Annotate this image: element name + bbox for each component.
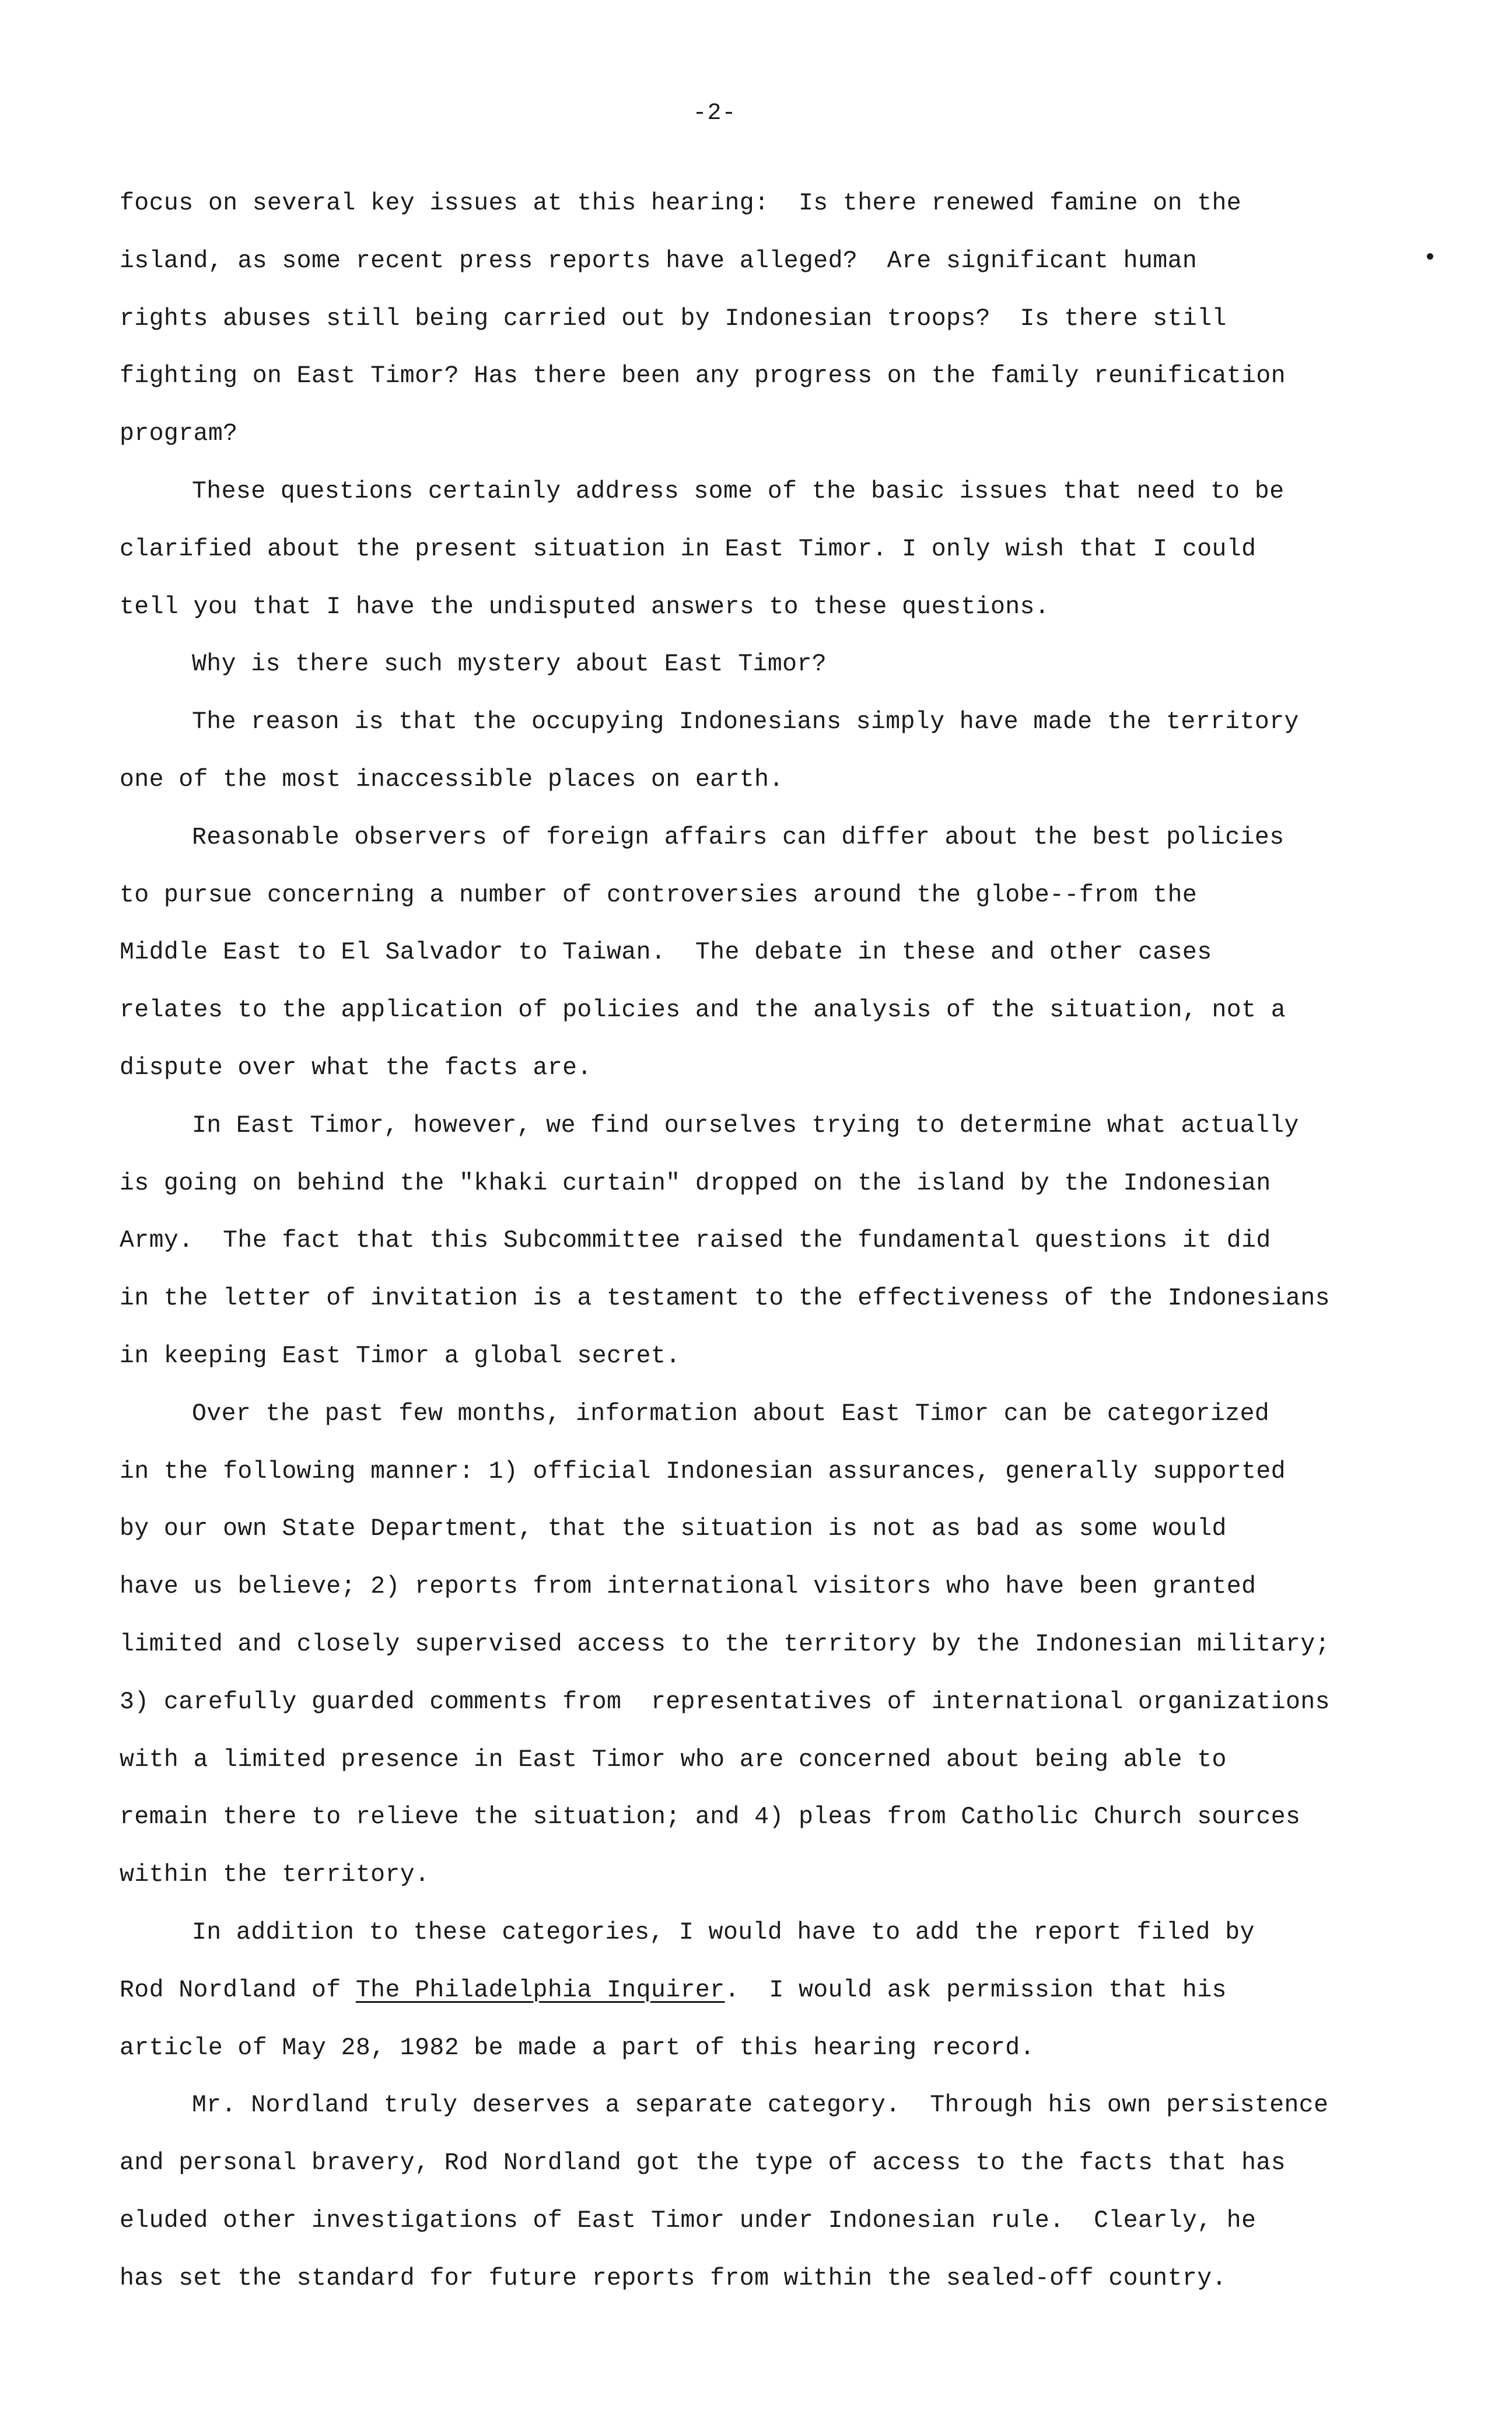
text-line: rights abuses still being carried out by Indonesian troops? Is there still: [120, 305, 1227, 333]
text-line: tell you that I have the undisputed answers to these questions.: [120, 593, 1050, 621]
text-line: Army. The fact that this Subcommittee raised the fundamental questions it did: [120, 1227, 1271, 1255]
text-line: relates to the application of policies and the analysis of the situation, not a: [120, 996, 1286, 1024]
text-line: dispute over what the facts are.: [120, 1054, 592, 1082]
text-line: eluded other investigations of East Timor under Indonesian rule. Clearly, he: [120, 2206, 1256, 2234]
text-line: island, as some recent press reports have alleged? Are significant human: [120, 247, 1198, 275]
body-text: [120, 175, 1461, 2307]
text-line: Reasonable observers of foreign affairs can differ about the best policies: [192, 823, 1284, 851]
text-block-before: [120, 175, 1461, 1962]
text-line: within the territory.: [120, 1861, 430, 1889]
text-line: focus on several key issues at this hearing: Is there renewed famine on the: [120, 190, 1242, 217]
text-line: in the letter of invitation is a testament to the effectiveness of the Indonesians: [120, 1285, 1330, 1313]
text-line: The reason is that the occupying Indonesians simply have made the territory: [192, 708, 1299, 736]
text-line: Over the past few months, information about East Timor can be categorized: [192, 1400, 1270, 1428]
text-line: in keeping East Timor a global secret.: [120, 1342, 681, 1370]
text-line: In addition to these categories, I would have to add the report filed by: [192, 1918, 1255, 1946]
text-line-inquirer: [120, 1962, 1461, 2020]
text-line: program?: [120, 420, 238, 448]
text-line: limited and closely supervised access to the territory by the Indonesian military;: [120, 1630, 1330, 1658]
text-line: one of the most inaccessible places on earth.: [120, 765, 784, 793]
text-line: article of May 28, 1982 be made a part of this hearing record.: [120, 2034, 1035, 2062]
text-line: fighting on East Timor? Has there been any progress on the family reunification: [120, 362, 1286, 390]
inquirer-line-after: . I would ask permission that his: [724, 1976, 1227, 2004]
text-line: with a limited presence in East Timor who are concerned about being able to: [120, 1746, 1227, 1774]
text-line: These questions certainly address some of the basic issues that need to be: [192, 477, 1284, 505]
text-line: Middle East to El Salvador to Taiwan. The debate in these and other cases: [120, 939, 1212, 967]
text-line: Why is there such mystery about East Timor?: [192, 651, 827, 679]
text-line: have us believe; 2) reports from international visitors who have been granted: [120, 1573, 1256, 1601]
text-line: remain there to relieve the situation; and 4) pleas from Catholic Church sources: [120, 1803, 1301, 1831]
text-line: in the following manner: 1) official Indonesian assurances, generally supported: [120, 1457, 1286, 1485]
text-line: clarified about the present situation in East Timor. I only wish that I could: [120, 535, 1256, 563]
inquirer-line-before: Rod Nordland of: [120, 1976, 356, 2004]
publication-title: The Philadelphia Inquirer: [355, 1976, 725, 2004]
text-line: to pursue concerning a number of controversies around the globe--from the: [120, 881, 1198, 909]
text-line: Mr. Nordland truly deserves a separate category. Through his own persistence: [192, 2092, 1329, 2120]
text-block-after: [120, 2020, 1461, 2308]
text-line: 3) carefully guarded comments from representatives of international organizations: [120, 1688, 1330, 1716]
page-number: -2-: [692, 100, 737, 127]
text-line: has set the standard for future reports from within the sealed-off country.: [120, 2264, 1227, 2292]
text-line: and personal bravery, Rod Nordland got the type of access to the facts that has: [120, 2149, 1286, 2177]
text-line: by our own State Department, that the situation is not as bad as some would: [120, 1515, 1227, 1543]
text-line: In East Timor, however, we find ourselves trying to determine what actually: [192, 1111, 1299, 1139]
text-line: is going on behind the "khaki curtain" dropped on the island by the Indonesian: [120, 1169, 1271, 1197]
